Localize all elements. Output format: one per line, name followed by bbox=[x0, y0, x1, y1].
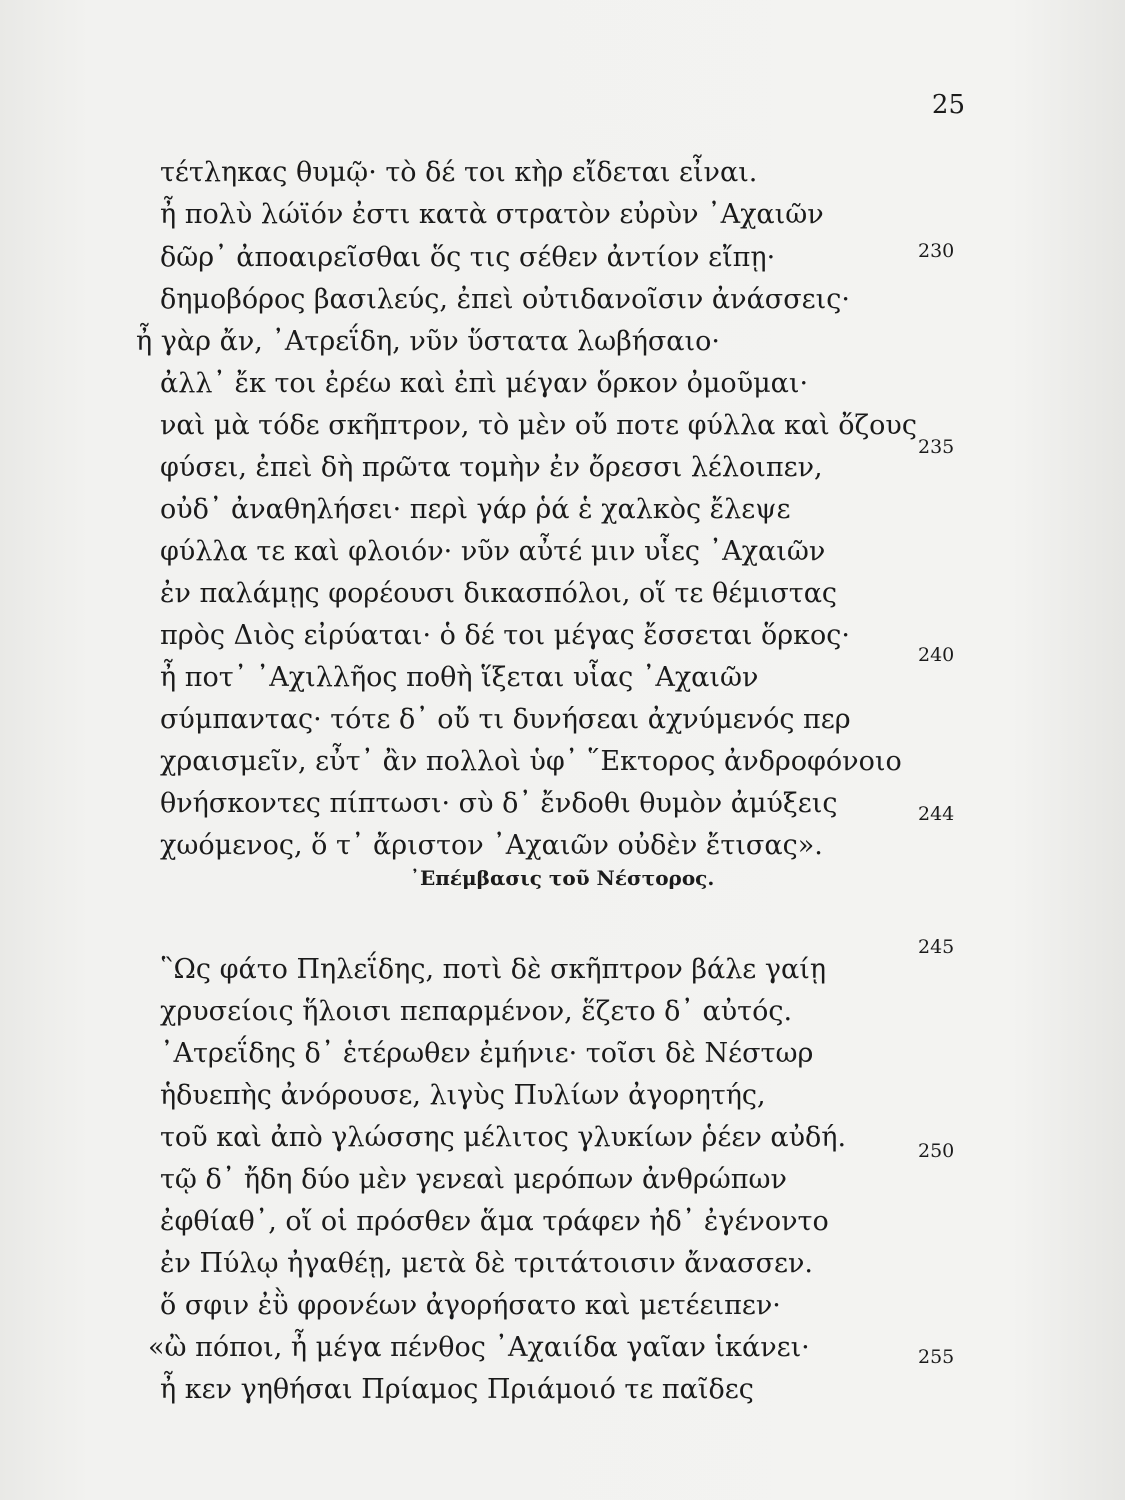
verse-line: ἦ γὰρ ἄν, ᾽Ατρεΐδη, νῦν ὕστατα λωβήσαιο· bbox=[136, 326, 720, 357]
line-number: 240 bbox=[918, 644, 955, 666]
verse-line: θνήσκοντες πίπτωσι· σὺ δ᾽ ἔνδοθι θυμὸν ἀμύξεις bbox=[160, 788, 838, 819]
verse-line: ὅ σφιν ἐῢ φρονέων ἀγορήσατο καὶ μετέειπεν· bbox=[160, 1290, 781, 1321]
verse-line: οὐδ᾽ ἀναθηλήσει· περὶ γάρ ῥά ἑ χαλκὸς ἔλεψε bbox=[160, 494, 791, 525]
page-number: 25 bbox=[931, 90, 965, 120]
verse-line: ῝Ως φάτο Πηλεΐδης, ποτὶ δὲ σκῆπτρον βάλε γαίῃ bbox=[160, 954, 827, 985]
verse-line: πρὸς Διὸς εἰρύαται· ὁ δέ τοι μέγας ἔσσεται ὅρκος· bbox=[160, 620, 850, 651]
verse-line: τοῦ καὶ ἀπὸ γλώσσης μέλιτος γλυκίων ῥέεν αὐδή. bbox=[160, 1122, 847, 1153]
verse-line: ἦ κεν γηθήσαι Πρίαμος Πριάμοιό τε παῖδες bbox=[160, 1374, 754, 1405]
verse-line: χρυσείοις ἥλοισι πεπαρμένον, ἕζετο δ᾽ αὐτός. bbox=[160, 996, 793, 1027]
verse-line: ἐν Πύλῳ ἠγαθέῃ, μετὰ δὲ τριτάτοισιν ἄνασσεν. bbox=[160, 1248, 813, 1279]
verse-line: ἡδυεπὴς ἀνόρουσε, λιγὺς Πυλίων ἀγορητής, bbox=[160, 1080, 766, 1111]
verse-line: δῶρ᾽ ἀποαιρεῖσθαι ὅς τις σέθεν ἀντίον εἴπῃ· bbox=[160, 242, 776, 273]
verse-line: δημοβόρος βασιλεύς, ἐπεὶ οὐτιδανοῖσιν ἀνάσσεις· bbox=[160, 284, 850, 315]
verse-line: ᾽Ατρεΐδης δ᾽ ἑτέρωθεν ἐμήνιε· τοῖσι δὲ Νέστωρ bbox=[160, 1038, 814, 1069]
line-number: 245 bbox=[918, 936, 955, 958]
verse-line: φύλλα τε καὶ φλοιόν· νῦν αὖτέ μιν υἷες ᾽Αχαιῶν bbox=[160, 536, 826, 567]
line-number: 255 bbox=[918, 1346, 955, 1368]
verse-line: χωόμενος, ὅ τ᾽ ἄριστον ᾽Αχαιῶν οὐδὲν ἔτισας». bbox=[160, 830, 823, 861]
verse-line: χραισμεῖν, εὖτ᾽ ἂν πολλοὶ ὑφ᾽ ῞Εκτορος ἀνδροφόνοιο bbox=[160, 746, 902, 777]
verse-line: τῷ δ᾽ ἤδη δύο μὲν γενεαὶ μερόπων ἀνθρώπων bbox=[160, 1164, 787, 1195]
verse-line: ἐφθίαθ᾽, οἵ οἱ πρόσθεν ἅμα τράφεν ἠδ᾽ ἐγένοντο bbox=[160, 1206, 829, 1237]
verse-line: τέτληκας θυμῷ· τὸ δέ τοι κὴρ εἴδεται εἶναι. bbox=[160, 157, 758, 188]
line-number: 230 bbox=[918, 240, 955, 262]
verse-line: «ὢ πόποι, ἦ μέγα πένθος ᾽Αχαιίδα γαῖαν ἱκάνει· bbox=[148, 1332, 810, 1363]
line-number: 250 bbox=[918, 1140, 955, 1162]
verse-line: ναὶ μὰ τόδε σκῆπτρον, τὸ μὲν οὔ ποτε φύλλα καὶ ὄζους bbox=[160, 410, 917, 441]
section-heading: ᾽Επέμβασις τοῦ Νέστορος. bbox=[410, 866, 715, 890]
verse-line: ἦ πολὺ λώϊόν ἐστι κατὰ στρατὸν εὐρὺν ᾽Αχαιῶν bbox=[160, 199, 824, 230]
verse-line: ἀλλ᾽ ἔκ τοι ἐρέω καὶ ἐπὶ μέγαν ὅρκον ὀμοῦμαι· bbox=[160, 368, 809, 399]
verse-line: σύμπαντας· τότε δ᾽ οὔ τι δυνήσεαι ἀχνύμενός περ bbox=[160, 704, 851, 735]
line-number: 244 bbox=[918, 803, 955, 825]
line-number: 235 bbox=[918, 436, 955, 458]
verse-line: φύσει, ἐπεὶ δὴ πρῶτα τομὴν ἐν ὄρεσσι λέλοιπεν, bbox=[160, 452, 823, 483]
verse-line: ἐν παλάμῃς φορέουσι δικασπόλοι, οἵ τε θέμιστας bbox=[160, 578, 838, 609]
verse-line: ἦ ποτ᾽ ᾽Αχιλλῆος ποθὴ ἵξεται υἷας ᾽Αχαιῶν bbox=[160, 662, 759, 693]
